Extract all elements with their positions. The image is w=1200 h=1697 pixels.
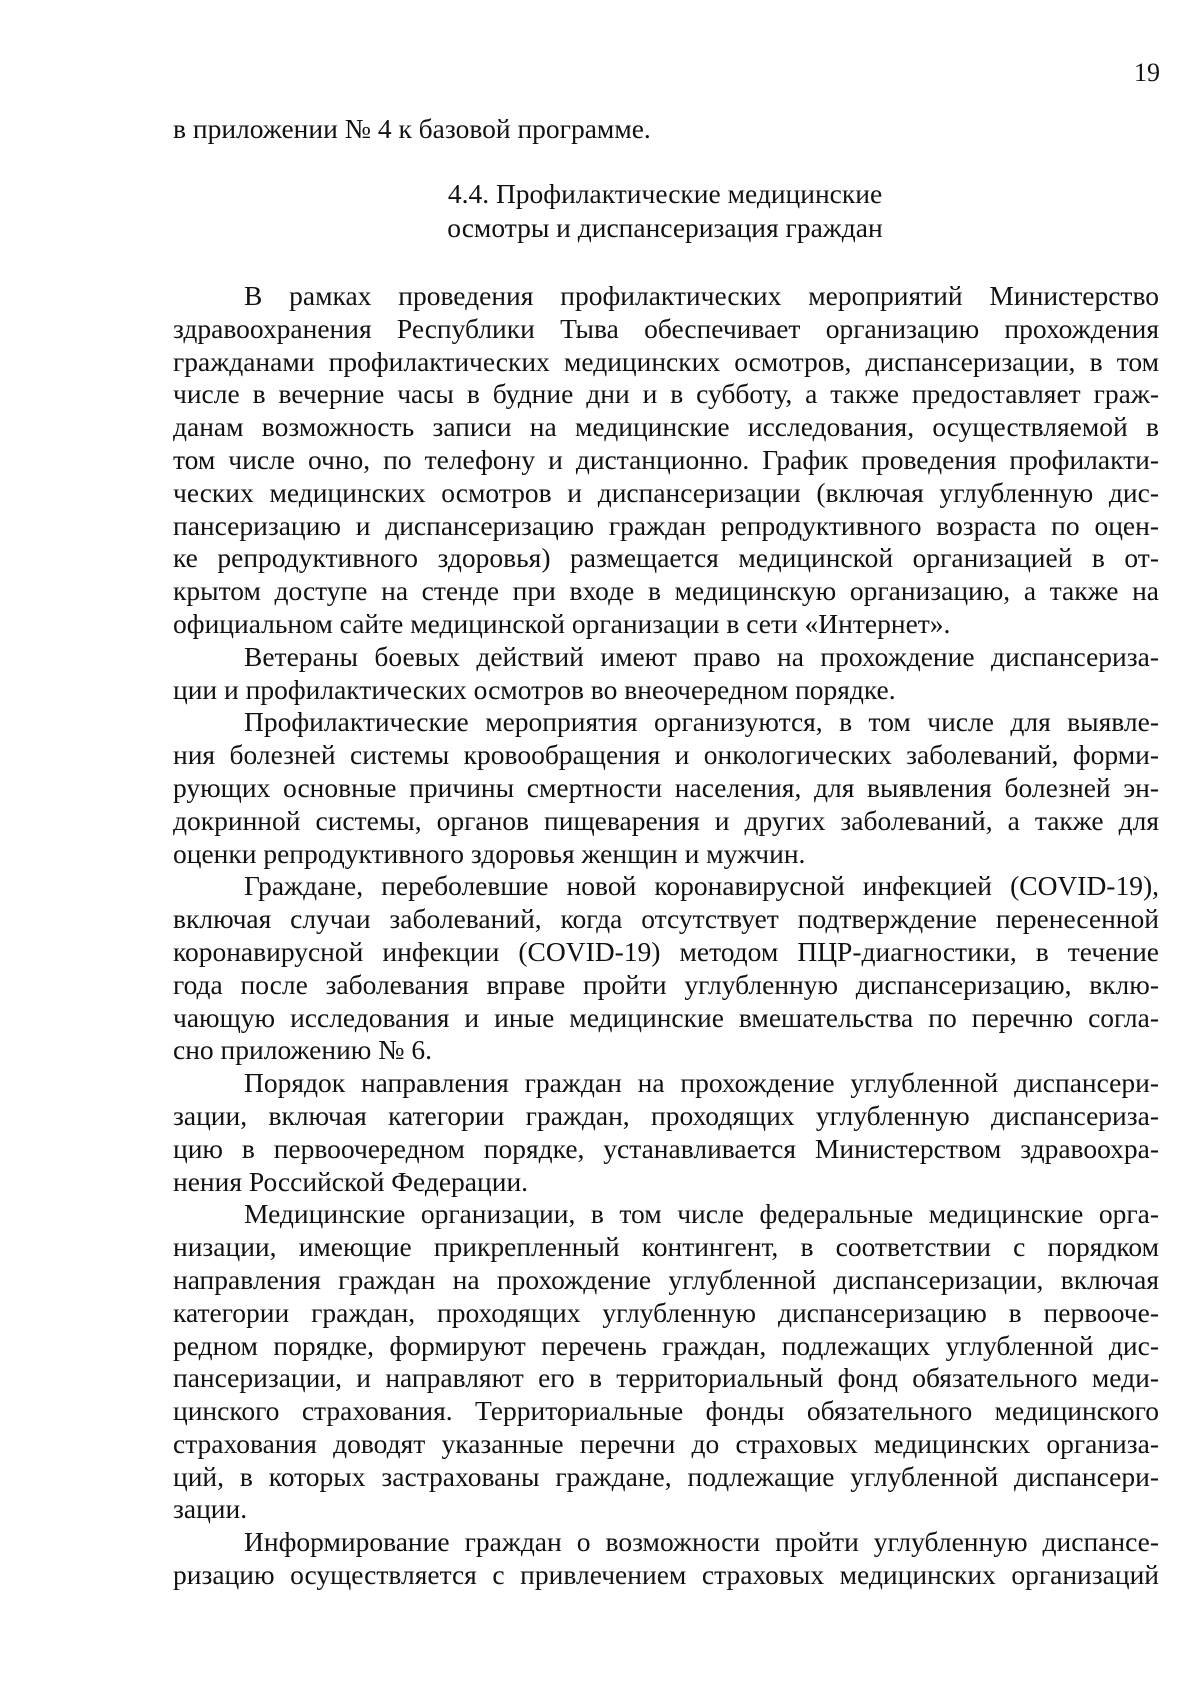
paragraph bbox=[173, 280, 1159, 641]
paragraph-line: сно приложению № 6. bbox=[173, 1034, 432, 1066]
paragraph-line: зации, включая категории граждан, проходящих углубленную диспансериза- bbox=[173, 1099, 1159, 1131]
paragraph-line: гражданами профилактических медицинских осмотров, диспансеризации, в том bbox=[173, 345, 1159, 377]
paragraph-line: пансеризации, и направляют его в территориальный фонд обязательного меди- bbox=[173, 1362, 1159, 1394]
paragraph-line: официальном сайте медицинской организации в сети «Интернет». bbox=[173, 607, 951, 639]
paragraph-line: ния болезней системы кровообращения и онкологических заболеваний, форми- bbox=[173, 739, 1159, 771]
paragraph bbox=[173, 706, 1159, 870]
paragraph-line: числе в вечерние часы в будние дни и в субботу, а также предоставляет граж- bbox=[173, 378, 1159, 410]
paragraph-line: направления граждан на прохождение углубленной диспансеризации, включая bbox=[173, 1263, 1159, 1295]
paragraph-line: коронавирусной инфекции (COVID-19) методом ПЦР-диагностики, в течение bbox=[173, 935, 1159, 967]
paragraph-line: ций, в которых застрахованы граждане, подлежащие углубленной диспансери- bbox=[173, 1460, 1159, 1492]
paragraph-line: рующих основные причины смертности населения, для выявления болезней эн- bbox=[173, 771, 1159, 803]
paragraph-line: Ветераны боевых действий имеют право на прохождение диспансериза- bbox=[244, 640, 1159, 672]
paragraph-line: страхования доводят указанные перечни до страховых медицинских организа- bbox=[173, 1427, 1159, 1459]
paragraph-line: В рамках проведения профилактических мероприятий Министерство bbox=[244, 280, 1159, 311]
paragraph-line: данам возможность записи на медицинские исследования, осуществляемой в bbox=[173, 411, 1159, 443]
paragraph-line: включая случаи заболеваний, когда отсутствует подтверждение перенесенной bbox=[173, 903, 1159, 935]
continuation-line: в приложении № 4 к базовой программе. bbox=[173, 113, 651, 144]
paragraph-line: Профилактические мероприятия организуются, в том числе для выявле- bbox=[244, 706, 1159, 738]
paragraph bbox=[173, 1198, 1159, 1526]
page-number: 19 bbox=[1134, 58, 1160, 87]
paragraph-line: Граждане, переболевшие новой коронавирусной инфекцией (COVID-19), bbox=[244, 870, 1159, 902]
paragraph bbox=[173, 1526, 1159, 1592]
paragraph-line: Медицинские организации, в том числе федеральные медицинские орга- bbox=[244, 1198, 1159, 1230]
paragraph-line: том числе очно, по телефону и дистанционно. График проведения профилакти- bbox=[173, 443, 1159, 475]
paragraph-line: ризацию осуществляется с привлечением страховых медицинских организаций bbox=[173, 1559, 1159, 1591]
paragraph-line: низации, имеющие прикрепленный контингент, в соответствии с порядком bbox=[173, 1231, 1159, 1263]
paragraph-line: года после заболевания вправе пройти углубленную диспансеризацию, вклю- bbox=[173, 968, 1159, 1000]
paragraph-line: ции и профилактических осмотров во внеочередном порядке. bbox=[173, 673, 896, 705]
body-text bbox=[173, 280, 1159, 1592]
section-title-line-1: 4.4. Профилактические медицинские bbox=[447, 178, 883, 209]
paragraph-line: оценки репродуктивного здоровья женщин и мужчин. bbox=[173, 837, 806, 869]
paragraph-line: ке репродуктивного здоровья) размещается медицинской организацией в от- bbox=[173, 542, 1159, 574]
paragraph-line: нения Российской Федерации. bbox=[173, 1165, 529, 1197]
paragraph bbox=[173, 870, 1159, 1067]
paragraph-line: докринной системы, органов пищеварения и других заболеваний, а также для bbox=[173, 804, 1159, 836]
paragraph-line: категории граждан, проходящих углубленную диспансеризацию в первооче- bbox=[173, 1296, 1159, 1328]
paragraph-line: ческих медицинских осмотров и диспансеризации (включая углубленную дис- bbox=[173, 476, 1159, 508]
paragraph-line: Информирование граждан о возможности пройти углубленную диспансе- bbox=[244, 1526, 1159, 1558]
paragraph-line: пансеризацию и диспансеризацию граждан репродуктивного возраста по оцен- bbox=[173, 509, 1159, 541]
paragraph-line: здравоохранения Республики Тыва обеспечивает организацию прохождения bbox=[173, 312, 1159, 344]
section-heading bbox=[300, 177, 1030, 245]
paragraph bbox=[173, 641, 1159, 707]
paragraph-line: чающую исследования и иные медицинские вмешательства по перечню согла- bbox=[173, 1001, 1159, 1033]
paragraph-line: зации. bbox=[173, 1493, 248, 1525]
paragraph-line: Порядок направления граждан на прохождение углубленной диспансери- bbox=[244, 1067, 1159, 1099]
paragraph-line: цинского страхования. Территориальные фонды обязательного медицинского bbox=[173, 1395, 1159, 1427]
paragraph bbox=[173, 1067, 1159, 1198]
paragraph-line: цию в первоочередном порядке, устанавливается Министерством здравоохра- bbox=[173, 1132, 1159, 1164]
paragraph-line: редном порядке, формируют перечень граждан, подлежащих углубленной дис- bbox=[173, 1329, 1159, 1361]
section-title-line-2: осмотры и диспансеризация граждан bbox=[447, 212, 883, 243]
paragraph-line: крытом доступе на стенде при входе в медицинскую организацию, а также на bbox=[173, 575, 1159, 607]
